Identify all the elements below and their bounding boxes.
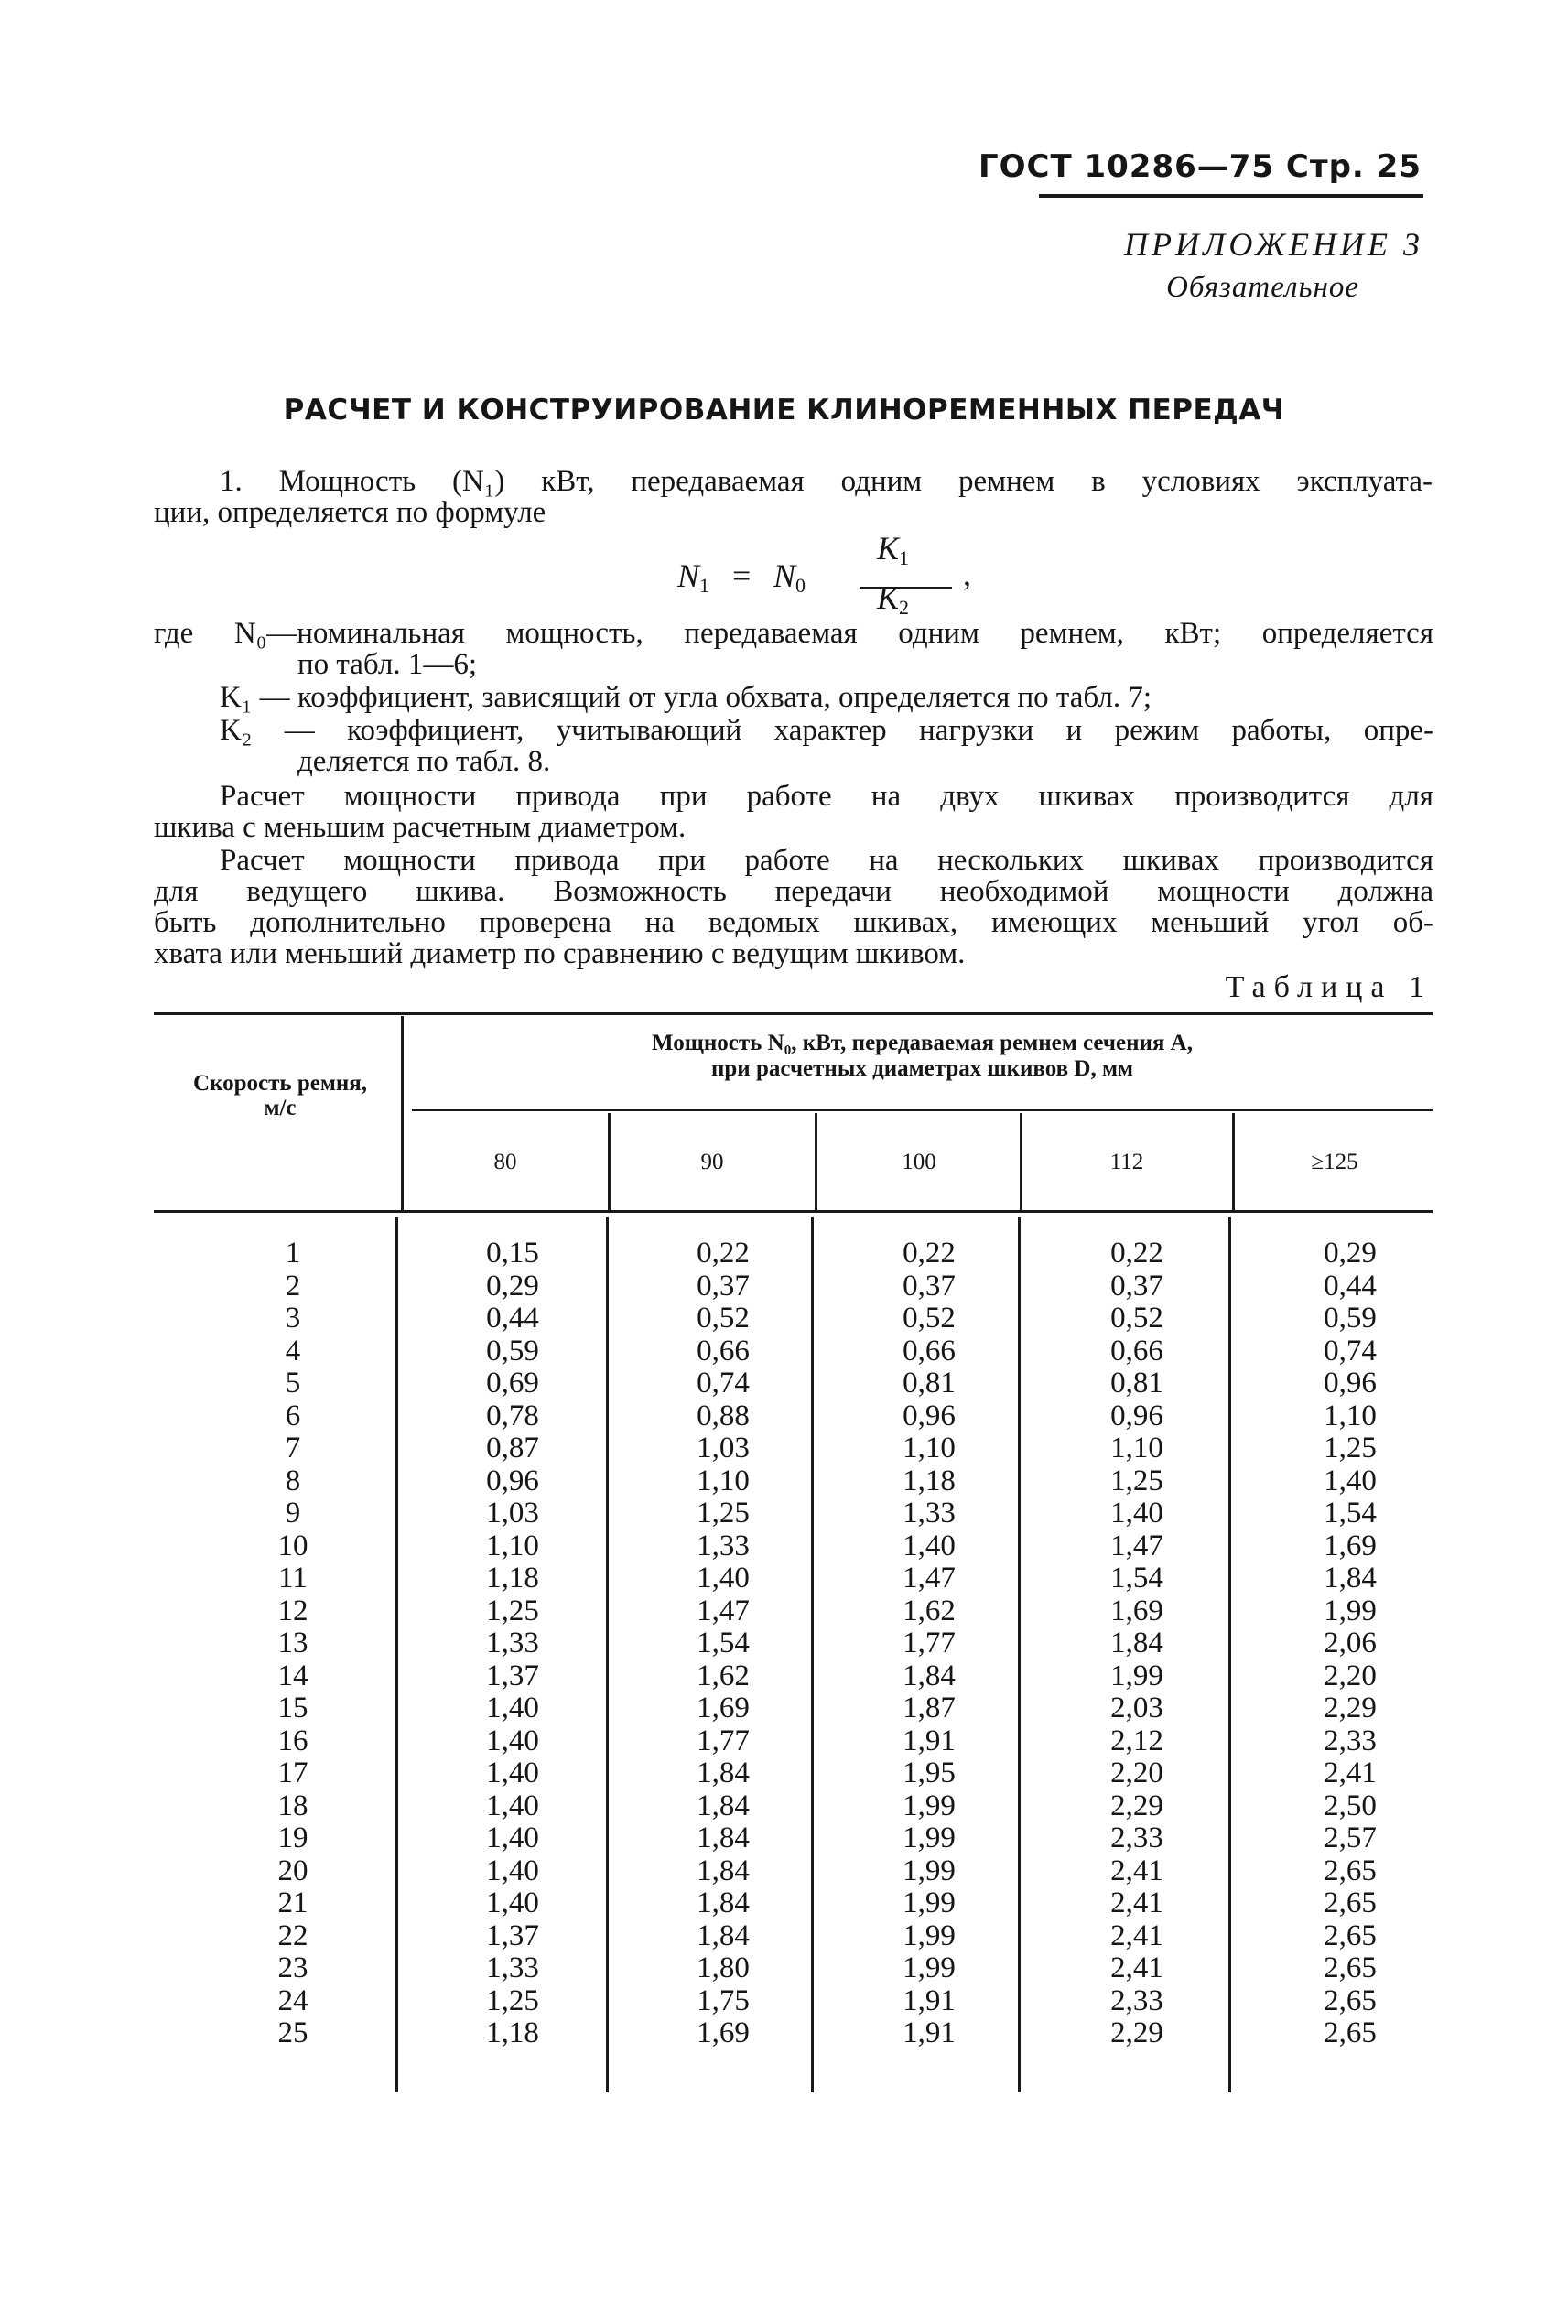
table-cell: 0,78 [486, 1399, 539, 1432]
table-cell: 1,10 [1324, 1399, 1377, 1432]
table-cell: 1,40 [486, 1757, 539, 1789]
table-cell: 0,22 [1110, 1237, 1163, 1270]
table-cell: 1,84 [1324, 1562, 1377, 1594]
table-cell: 1,99 [1110, 1659, 1163, 1692]
table-cell: 0,44 [1324, 1269, 1377, 1303]
table-cell: 1,25 [1324, 1432, 1377, 1465]
table-cell: 1,84 [697, 1821, 750, 1854]
where-line1: где N₀—номинальная мощность, передаваемая одним ремнем, кВт; определяется [154, 617, 1433, 650]
table-cell: 0,66 [1110, 1334, 1163, 1367]
table-cell: 24 [277, 1984, 308, 2017]
table-cell: 1,25 [1110, 1464, 1163, 1497]
para3-line4: хвата или меньший диаметр по сравнению с ведущим шкивом. [154, 937, 966, 970]
table-cell: 0,15 [486, 1237, 539, 1270]
table-cell: 0,81 [1110, 1367, 1163, 1400]
table-cell: 1,99 [903, 1919, 956, 1952]
table-cell: 1,69 [1110, 1594, 1163, 1627]
table-cell: 0,81 [903, 1367, 956, 1400]
para1-line1: 1. Мощность (N₁) кВт, передаваемая одним ремнем в условиях эксплуата- [220, 465, 1433, 498]
table-header-mid-rule [412, 1109, 1433, 1111]
header-rule [1039, 194, 1423, 198]
document-title: РАСЧЕТ И КОНСТРУИРОВАНИЕ КЛИНОРЕМЕННЫХ ПЕРЕДАЧ [283, 394, 1285, 427]
table-label: Таблица 1 [1225, 970, 1433, 1004]
table-cell: 1,40 [486, 1886, 539, 1919]
para3-line3: быть дополнительно проверена на ведомых шкивах, имеющих меньший угол об- [154, 906, 1433, 939]
table-col-divider [1228, 1217, 1231, 2092]
table-cell: 7 [285, 1432, 301, 1465]
table-cell: 1,10 [486, 1529, 539, 1562]
table-cell: 0,59 [486, 1334, 539, 1367]
table-cell: 0,74 [1324, 1334, 1377, 1367]
table-cell: 1,87 [903, 1692, 956, 1724]
table-cell: 1,18 [486, 2016, 539, 2049]
table-cell: 1,33 [903, 1497, 956, 1530]
diameter-header: 100 [902, 1150, 936, 1174]
diameter-header: 80 [493, 1150, 517, 1174]
diameter-header: 112 [1109, 1150, 1144, 1174]
table-col-divider [811, 1217, 814, 2092]
table-cell: 2,20 [1110, 1757, 1163, 1789]
table-col-divider [608, 1113, 611, 1210]
table-cell: 1,18 [486, 1562, 539, 1594]
table-cell: 15 [277, 1692, 308, 1724]
table-cell: 21 [277, 1886, 308, 1919]
table-cell: 1,40 [697, 1562, 750, 1594]
formula-denominator: $K_2$ [877, 579, 910, 619]
table-cell: 8 [285, 1464, 301, 1497]
table-cell: 1,25 [486, 1594, 539, 1627]
table-top-rule [154, 1012, 1433, 1015]
table-col-divider [401, 1016, 404, 1210]
para3-line2: для ведущего шкива. Возможность передачи необходимой мощности должна [154, 875, 1433, 908]
power-header-line1: Мощность N₀, кВт, передаваемая ремнем сечения A, [652, 1031, 1193, 1055]
table-cell: 2 [285, 1269, 301, 1303]
table-cell: 1,47 [697, 1594, 750, 1627]
table-cell: 2,65 [1324, 2016, 1377, 2049]
table-cell: 2,33 [1110, 1821, 1163, 1854]
appendix-label: ПРИЛОЖЕНИЕ 3 [1124, 226, 1423, 263]
table-cell: 2,57 [1324, 1821, 1377, 1854]
table-cell: 1,37 [486, 1659, 539, 1692]
table-col-divider [395, 1217, 398, 2092]
table-cell: 14 [277, 1659, 308, 1692]
table-col-divider [1232, 1113, 1235, 1210]
table-cell: 1,80 [697, 1951, 750, 1984]
table-cell: 1,99 [1324, 1594, 1377, 1627]
table-cell: 1,84 [903, 1659, 956, 1692]
table-cell: 2,29 [1324, 1692, 1377, 1724]
table-cell: 1,33 [486, 1627, 539, 1659]
table-cell: 0,88 [697, 1399, 750, 1432]
table-cell: 1,84 [1110, 1627, 1163, 1659]
table-cell: 2,06 [1324, 1627, 1377, 1659]
table-header-bottom-rule [154, 1210, 1433, 1213]
table-col-divider [1020, 1113, 1022, 1210]
table-cell: 3 [285, 1302, 301, 1335]
table-cell: 2,33 [1324, 1724, 1377, 1757]
table-cell: 2,65 [1324, 1951, 1377, 1984]
table-cell: 1,33 [697, 1529, 750, 1562]
table-cell: 0,69 [486, 1367, 539, 1400]
where-k1: K₁ — коэффициент, зависящий от угла обхвата, определяется по табл. 7; [220, 681, 1152, 714]
table-cell: 1,40 [903, 1529, 956, 1562]
table-cell: 1,37 [486, 1919, 539, 1952]
table-cell: 1,47 [903, 1562, 956, 1594]
table-cell: 1,25 [697, 1497, 750, 1530]
table-cell: 1,91 [903, 1984, 956, 2017]
table-cell: 0,52 [903, 1302, 956, 1335]
table-cell: 0,96 [1324, 1367, 1377, 1400]
para2-line2: шкива с меньшим расчетным диаметром. [154, 811, 687, 844]
table-cell: 12 [277, 1594, 308, 1627]
table-cell: 2,12 [1110, 1724, 1163, 1757]
table-cell: 0,59 [1324, 1302, 1377, 1335]
table-cell: 0,37 [697, 1269, 750, 1303]
table-cell: 1,91 [903, 1724, 956, 1757]
table-cell: 0,22 [903, 1237, 956, 1270]
speed-column [238, 1238, 348, 2050]
table-cell: 1,77 [697, 1724, 750, 1757]
value-column-125 [1286, 1238, 1414, 2050]
table-cell: 22 [277, 1919, 308, 1952]
table-cell: 1,95 [903, 1757, 956, 1789]
table-cell: 1,10 [697, 1464, 750, 1497]
table-cell: 2,50 [1324, 1789, 1377, 1822]
table-cell: 1,84 [697, 1789, 750, 1822]
table-cell: 1,99 [903, 1789, 956, 1822]
table-cell: 2,41 [1110, 1951, 1163, 1984]
value-column-90 [659, 1238, 787, 2050]
table-cell: 1,10 [903, 1432, 956, 1465]
table-cell: 25 [277, 2016, 308, 2049]
where-line2: по табл. 1—6; [297, 648, 477, 681]
table-cell: 1,69 [697, 1692, 750, 1724]
table-cell: 9 [285, 1497, 301, 1530]
table-col-divider [606, 1217, 609, 2092]
formula-comma: , [963, 556, 971, 592]
table-cell: 5 [285, 1367, 301, 1400]
appendix-status: Обязательное [1166, 271, 1359, 304]
table-cell: 1,47 [1110, 1529, 1163, 1562]
table-cell: 1,40 [486, 1854, 539, 1887]
table-cell: 2,65 [1324, 1919, 1377, 1952]
table-cell: 2,33 [1110, 1984, 1163, 2017]
para2-line1: Расчет мощности привода при работе на двух шкивах производится для [220, 780, 1433, 813]
table-cell: 1,69 [1324, 1529, 1377, 1562]
formula-lhs: $N_1$ [677, 557, 710, 597]
table-cell: 11 [278, 1562, 308, 1594]
table-cell: 0,29 [486, 1269, 539, 1303]
table-cell: 0,29 [1324, 1237, 1377, 1270]
speed-column-header: Скорость ремня, м/с [192, 1071, 368, 1120]
table-cell: 1,84 [697, 1854, 750, 1887]
table-cell: 2,65 [1324, 1854, 1377, 1887]
table-cell: 0,96 [903, 1399, 956, 1432]
table-cell: 0,96 [1110, 1399, 1163, 1432]
diameter-header: 90 [700, 1150, 724, 1174]
table-cell: 1,84 [697, 1886, 750, 1919]
table-cell: 6 [285, 1399, 301, 1432]
table-cell: 2,29 [1110, 2016, 1163, 2049]
table-cell: 0,44 [486, 1302, 539, 1335]
table-cell: 17 [277, 1757, 308, 1789]
table-cell: 2,03 [1110, 1692, 1163, 1724]
table-cell: 1,62 [697, 1659, 750, 1692]
table-cell: 0,66 [697, 1334, 750, 1367]
table-cell: 2,29 [1110, 1789, 1163, 1822]
table-cell: 13 [277, 1627, 308, 1659]
table-cell: 1,84 [697, 1919, 750, 1952]
table-cell: 0,37 [1110, 1269, 1163, 1303]
table-cell: 2,41 [1110, 1854, 1163, 1887]
table-cell: 1,40 [486, 1692, 539, 1724]
table-cell: 1,69 [697, 2016, 750, 2049]
para1-line2: ции, определяется по формуле [154, 496, 546, 529]
formula-equals: = [732, 557, 752, 594]
table-cell: 2,41 [1110, 1919, 1163, 1952]
table-cell: 10 [277, 1529, 308, 1562]
table-cell: 0,74 [697, 1367, 750, 1400]
table-cell: 18 [277, 1789, 308, 1822]
table-cell: 1,77 [903, 1627, 956, 1659]
table-cell: 1,33 [486, 1951, 539, 1984]
formula-n0: $N_0$ [773, 557, 806, 597]
table-cell: 1,62 [903, 1594, 956, 1627]
table-cell: 1,18 [903, 1464, 956, 1497]
value-column-80 [449, 1238, 577, 2050]
table-cell: 23 [277, 1951, 308, 1984]
standard-reference: ГОСТ 10286—75 Стр. 25 [978, 148, 1422, 185]
table-cell: 1,25 [486, 1984, 539, 2017]
table-col-divider [1018, 1217, 1021, 2092]
table-cell: 0,66 [903, 1334, 956, 1367]
table-cell: 0,52 [1110, 1302, 1163, 1335]
table-cell: 20 [277, 1854, 308, 1887]
table-cell: 2,20 [1324, 1659, 1377, 1692]
para3-line1: Расчет мощности привода при работе на нескольких шкивах производится [220, 844, 1433, 877]
table-cell: 1,40 [486, 1789, 539, 1822]
table-cell: 1,54 [697, 1627, 750, 1659]
table-cell: 19 [277, 1821, 308, 1854]
table-cell: 1,84 [697, 1757, 750, 1789]
table-cell: 1,40 [1324, 1464, 1377, 1497]
where-k2-line1: K₂ — коэффициент, учитывающий характер нагрузки и режим работы, опре- [220, 714, 1433, 747]
table-cell: 1,40 [1110, 1497, 1163, 1530]
table-cell: 1,75 [697, 1984, 750, 2017]
table-cell: 1,91 [903, 2016, 956, 2049]
diameter-header: ≥125 [1311, 1150, 1358, 1174]
table-cell: 0,96 [486, 1464, 539, 1497]
table-cell: 2,65 [1324, 1984, 1377, 2017]
power-header-line2: при расчетных диаметрах шкивов D, мм [710, 1056, 1133, 1081]
table-cell: 1,99 [903, 1854, 956, 1887]
table-cell: 0,52 [697, 1302, 750, 1335]
where-k2-line2: деляется по табл. 8. [297, 745, 551, 778]
formula-numerator: $K_1$ [877, 530, 910, 569]
table-cell: 1,10 [1110, 1432, 1163, 1465]
table-cell: 1,40 [486, 1821, 539, 1854]
table-cell: 1,99 [903, 1951, 956, 1984]
table-cell: 0,87 [486, 1432, 539, 1465]
table-cell: 2,65 [1324, 1886, 1377, 1919]
table-cell: 16 [277, 1724, 308, 1757]
table-cell: 1,99 [903, 1886, 956, 1919]
table-cell: 1,54 [1110, 1562, 1163, 1594]
table-cell: 1,54 [1324, 1497, 1377, 1530]
value-column-100 [865, 1238, 993, 2050]
value-column-112 [1073, 1238, 1201, 2050]
table-cell: 4 [285, 1334, 301, 1367]
table-cell: 1,03 [697, 1432, 750, 1465]
table-cell: 2,41 [1110, 1886, 1163, 1919]
table-cell: 0,22 [697, 1237, 750, 1270]
table-cell: 0,37 [903, 1269, 956, 1303]
table-cell: 2,41 [1324, 1757, 1377, 1789]
table-cell: 1,99 [903, 1821, 956, 1854]
table-cell: 1 [285, 1237, 301, 1270]
table-cell: 1,03 [486, 1497, 539, 1530]
table-col-divider [815, 1113, 817, 1210]
table-cell: 1,40 [486, 1724, 539, 1757]
